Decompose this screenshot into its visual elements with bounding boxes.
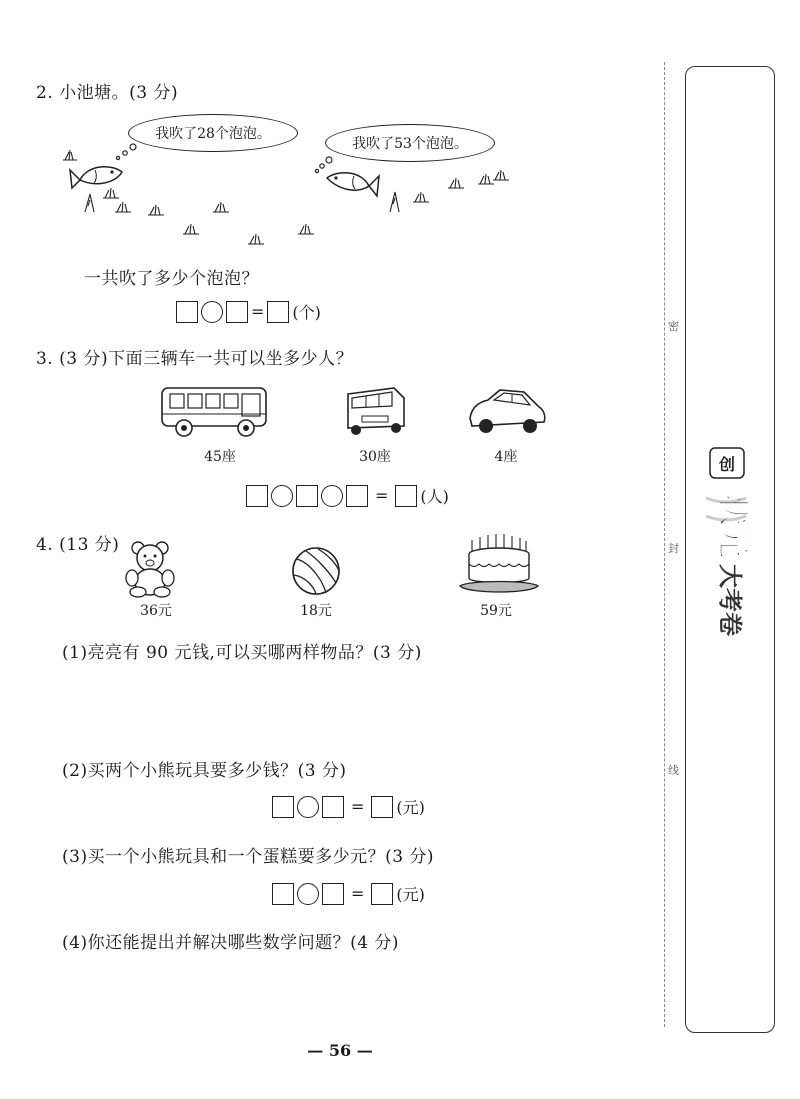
q2-equation bbox=[176, 300, 321, 323]
unit-label: (元) bbox=[396, 798, 425, 817]
equals-sign: = bbox=[251, 302, 265, 321]
unit-label: (人) bbox=[420, 487, 449, 506]
unit-label: (个) bbox=[292, 303, 321, 322]
q3-title: 3. (3 分)下面三辆车一共可以坐多少人？ bbox=[36, 349, 354, 369]
answer-box[interactable] bbox=[346, 485, 368, 507]
bubble-trail-1-icon bbox=[116, 144, 136, 160]
q4-sub2-equation bbox=[272, 795, 425, 818]
answer-box[interactable] bbox=[267, 301, 289, 323]
bubble-trail-2-icon bbox=[315, 157, 332, 173]
answer-box[interactable] bbox=[226, 301, 248, 323]
q2-question: 一共吹了多少个泡泡？ bbox=[84, 269, 259, 289]
answer-box[interactable] bbox=[272, 796, 294, 818]
operator-circle[interactable] bbox=[297, 883, 319, 905]
q4-sub4: (4)你还能提出并解决哪些数学问题？(4 分) bbox=[62, 933, 400, 953]
price-ball: 18元 bbox=[300, 603, 332, 619]
margin-char-xian: 线 bbox=[668, 764, 679, 777]
bubble-text-2: 我吹了53个泡泡。 bbox=[352, 136, 468, 152]
cake-icon bbox=[458, 532, 540, 598]
svg-text:大考卷: 大考卷 bbox=[716, 564, 744, 636]
operator-circle[interactable] bbox=[321, 485, 343, 507]
answer-box[interactable] bbox=[371, 796, 393, 818]
price-cake: 59元 bbox=[480, 603, 512, 619]
operator-circle[interactable] bbox=[297, 796, 319, 818]
q4-sub1: (1)亮亮有 90 元钱,可以买哪两样物品？(3 分) bbox=[62, 643, 422, 663]
fish-1-icon bbox=[70, 167, 122, 188]
q2-title: 2. 小池塘。(3 分) bbox=[36, 83, 179, 103]
margin-char-feng: 封 bbox=[668, 542, 679, 555]
q3-equation bbox=[246, 484, 449, 507]
answer-box[interactable] bbox=[296, 485, 318, 507]
answer-box[interactable] bbox=[322, 883, 344, 905]
q4-sub2: (2)买两个小熊玩具要多少钱？(3 分) bbox=[62, 761, 347, 781]
q4-sub3-equation bbox=[272, 882, 425, 905]
vehicle-label-minibus: 30座 bbox=[359, 449, 391, 465]
equals-sign: = bbox=[351, 884, 365, 903]
answer-box[interactable] bbox=[272, 883, 294, 905]
minibus-icon bbox=[342, 384, 408, 440]
pond-illustration bbox=[55, 140, 525, 255]
teddy-bear-icon bbox=[122, 540, 180, 598]
price-teddy-bear: 36元 bbox=[140, 603, 172, 619]
operator-circle[interactable] bbox=[201, 301, 223, 323]
fish-2-icon bbox=[327, 173, 379, 196]
vehicle-label-bus: 45座 bbox=[204, 449, 236, 465]
answer-box[interactable] bbox=[371, 883, 393, 905]
car-icon bbox=[466, 384, 548, 440]
brand-logo-icon bbox=[702, 446, 762, 676]
answer-box[interactable] bbox=[395, 485, 417, 507]
equals-sign: = bbox=[375, 486, 389, 505]
grass-icon bbox=[63, 150, 509, 244]
answer-box[interactable] bbox=[246, 485, 268, 507]
margin-char-mi: 密 bbox=[668, 320, 679, 333]
ball-icon bbox=[288, 545, 344, 597]
equals-sign: = bbox=[351, 797, 365, 816]
answer-box[interactable] bbox=[176, 301, 198, 323]
svg-text:状元: 状元 bbox=[714, 494, 752, 559]
q4-sub3: (3)买一个小熊玩具和一个蛋糕要多少元？(3 分) bbox=[62, 847, 435, 867]
page-number: — 56 — bbox=[307, 1041, 373, 1060]
unit-label: (元) bbox=[396, 885, 425, 904]
svg-text:创: 创 bbox=[718, 455, 736, 474]
answer-box[interactable] bbox=[322, 796, 344, 818]
bubble-text-1: 我吹了28个泡泡。 bbox=[155, 126, 271, 142]
binding-dashed-line bbox=[664, 62, 665, 1027]
q4-title: 4. (13 分) bbox=[36, 535, 120, 555]
bus-icon bbox=[160, 382, 272, 440]
operator-circle[interactable] bbox=[271, 485, 293, 507]
vehicle-label-car: 4座 bbox=[494, 449, 518, 465]
